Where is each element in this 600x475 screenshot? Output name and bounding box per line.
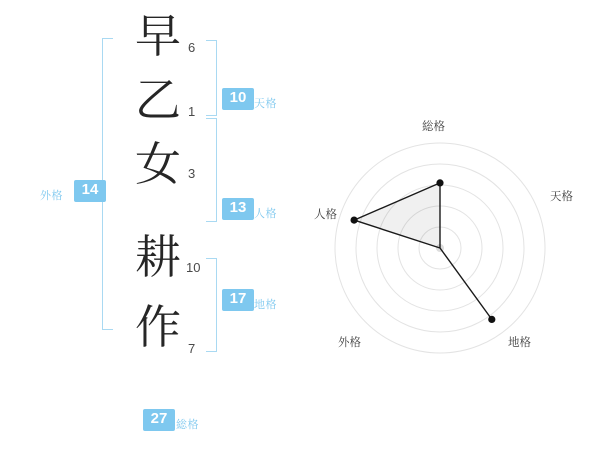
radar-data-point xyxy=(351,217,358,224)
badge-jinkaku-value: 13 xyxy=(222,198,254,220)
badge-soukaku-value: 27 xyxy=(143,409,175,431)
name-stroke-diagram xyxy=(0,0,300,470)
kanji-char-2: 乙 xyxy=(135,75,181,126)
kanji-char-1: 早 xyxy=(135,11,181,62)
radar-chart xyxy=(300,0,600,470)
badge-chikaku-value: 17 xyxy=(222,289,254,311)
bracket-jinkaku xyxy=(206,118,217,222)
kanji-char-4: 耕 xyxy=(135,232,181,283)
badge-soukaku-label: 総格 xyxy=(176,419,199,431)
stroke-count-3: 3 xyxy=(188,166,196,181)
stroke-count-2: 1 xyxy=(188,104,196,119)
stroke-count-1: 6 xyxy=(188,40,196,55)
axis-label-chikaku: 地格 xyxy=(508,337,531,349)
bracket-chikaku xyxy=(206,258,217,352)
badge-tenkaku-value: 10 xyxy=(222,88,254,110)
stroke-count-4: 10 xyxy=(186,260,201,275)
badge-chikaku-label: 地格 xyxy=(254,299,277,311)
radar-data-point xyxy=(488,316,495,323)
axis-label-soukaku: 総格 xyxy=(422,121,445,133)
radar-series-polygon xyxy=(354,183,492,320)
radar-data-point xyxy=(436,179,443,186)
badge-jinkaku-label: 人格 xyxy=(254,208,277,220)
badge-gaikaku-value: 14 xyxy=(74,180,106,202)
badge-gaikaku-label: 外格 xyxy=(40,190,63,202)
bracket-tenkaku xyxy=(206,40,217,116)
kanji-char-3: 女 xyxy=(135,139,181,190)
axis-label-gaikaku: 外格 xyxy=(338,337,361,349)
axis-label-tenkaku: 天格 xyxy=(550,191,573,203)
badge-tenkaku-label: 天格 xyxy=(254,98,277,110)
radar-chart-svg xyxy=(300,0,600,470)
stroke-count-5: 7 xyxy=(188,341,196,356)
kanji-char-5: 作 xyxy=(135,302,181,353)
axis-label-jinkaku: 人格 xyxy=(314,209,337,221)
